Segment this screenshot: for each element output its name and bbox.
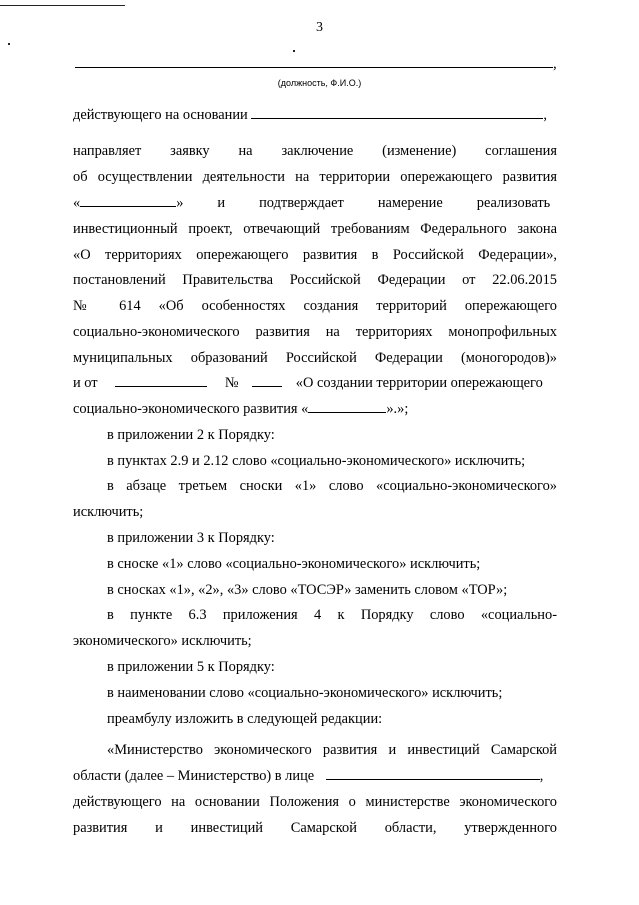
text-line: социально-экономического развития на территориях монопрофильных <box>73 324 557 340</box>
position-fill-line <box>75 67 553 68</box>
text-line: в сноске «1» слово «социально-экономического» исключить; <box>107 556 481 572</box>
text-line <box>73 767 557 785</box>
text-line: в наименовании слово «социально-экономического» исключить; <box>107 685 503 701</box>
text-line: в приложении 3 к Порядку: <box>107 530 275 546</box>
text-fragment: , <box>539 768 544 784</box>
text-fragment: № <box>224 375 239 391</box>
text-line: направляет заявку на заключение (изменение) соглашения <box>73 143 557 159</box>
text-fragment: социально-экономического развития « <box>73 401 309 417</box>
text-fragment: , <box>543 107 547 123</box>
text-fragment: « <box>73 195 81 211</box>
blank-field <box>252 374 282 387</box>
text-line: в пунктах 2.9 и 2.12 слово «социально-экономического» исключить; <box>107 453 526 469</box>
text-line: об осуществлении деятельности на территории опережающего развития <box>73 169 557 185</box>
position-comma: , <box>553 56 557 72</box>
text-line <box>73 106 557 124</box>
text-fragment: действующего на основании <box>73 107 248 123</box>
text-line: «Министерство экономического развития и инвестиций Самарской <box>107 742 557 758</box>
text-line: преамбулу изложить в следующей редакции: <box>107 711 383 727</box>
text-line <box>73 194 557 212</box>
text-line: постановлений Правительства Российской Федерации от 22.06.2015 <box>73 272 557 288</box>
text-line: муниципальных образований Российской Федерации (моногородов)» <box>73 350 557 366</box>
text-fragment: » и подтверждает намерение реализовать <box>176 195 551 211</box>
text-line: экономического» исключить; <box>73 633 252 649</box>
text-line: в сносках «1», «2», «3» слово «ТОСЭР» заменить словом «ТОР»; <box>107 582 508 598</box>
text-fragment: области (далее – Министерство) в лице <box>73 768 315 784</box>
blank-field <box>80 194 176 207</box>
text-line: исключить; <box>73 504 144 520</box>
text-line: № 614 «Об особенностях создания территорий опережающего <box>73 298 557 314</box>
text-line: в пункте 6.3 приложения 4 к Порядку слово «социально- <box>107 607 557 623</box>
text-fragment: ».»; <box>386 401 409 417</box>
blank-field <box>251 106 543 119</box>
text-fragment: и от <box>73 375 98 391</box>
blank-field <box>326 767 540 780</box>
blank-field <box>308 400 386 413</box>
blank-field <box>115 374 207 387</box>
text-line: действующего на основании Положения о министерстве экономического <box>73 794 557 810</box>
text-line: в приложении 5 к Порядку: <box>107 659 275 675</box>
page-number: 3 <box>316 20 323 35</box>
text-line: развития и инвестиций Самарской области, утвержденного <box>73 820 557 836</box>
scan-speck <box>293 50 295 52</box>
text-line <box>73 374 557 392</box>
position-caption: (должность, Ф.И.О.) <box>277 78 362 88</box>
scan-edge-line <box>0 5 125 6</box>
text-line: в абзаце третьем сноски «1» слово «социально-экономического» <box>107 478 557 494</box>
text-line: инвестиционный проект, отвечающий требованиям Федерального закона <box>73 221 557 237</box>
text-line: «О территориях опережающего развития в Российской Федерации», <box>73 247 557 263</box>
scan-speck <box>8 43 10 45</box>
text-line <box>73 400 557 418</box>
text-fragment: «О создании территории опережающего <box>295 375 543 391</box>
text-line: в приложении 2 к Порядку: <box>107 427 275 443</box>
